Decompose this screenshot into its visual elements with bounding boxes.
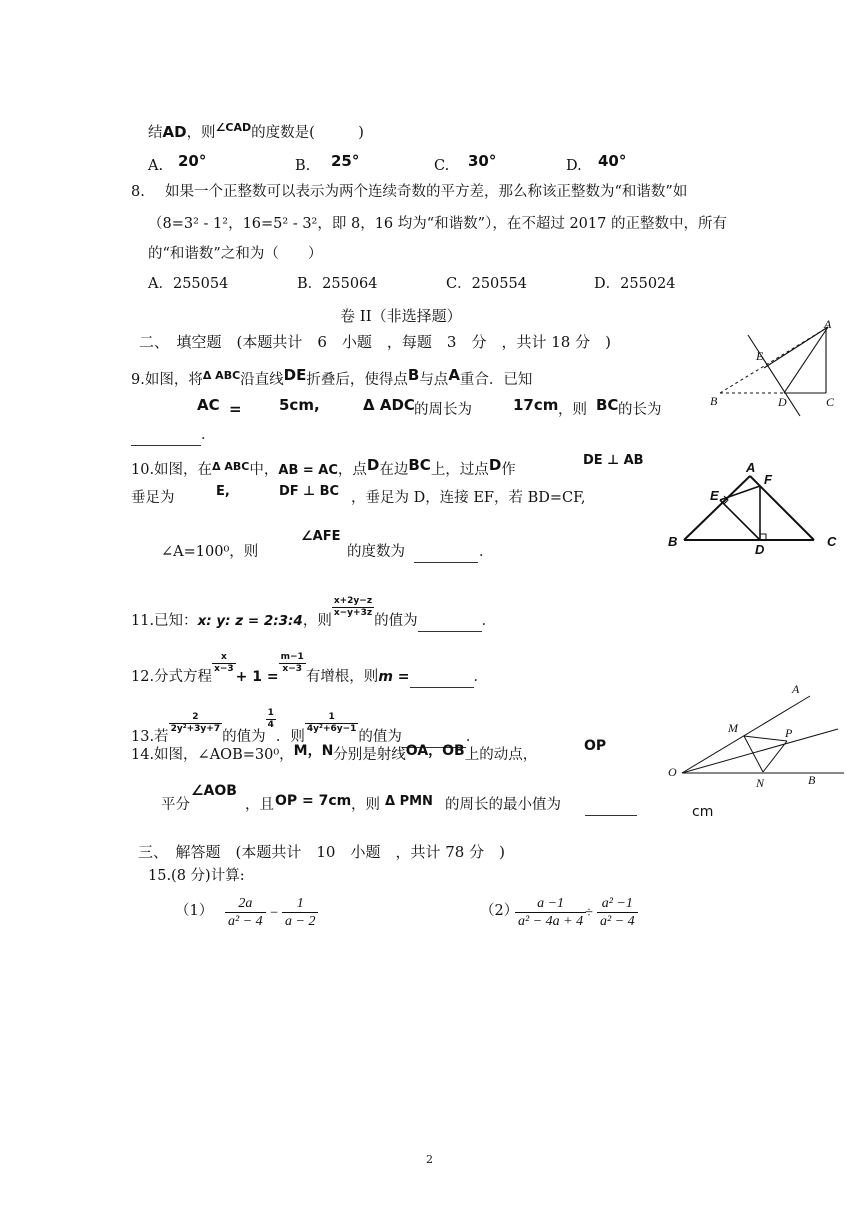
label-N: N	[756, 776, 765, 790]
q10-answer-blank[interactable]	[414, 542, 478, 563]
segment-DE	[720, 500, 760, 540]
figure-q10	[664, 458, 844, 554]
q8-option-a: A．255054	[148, 276, 229, 292]
page-number: 2	[426, 1153, 433, 1166]
label-B: B	[710, 394, 718, 408]
fold-line-DE	[748, 335, 800, 416]
segment-AB	[684, 476, 750, 540]
section2-heading: 二、 填空题 (本题共计 6 小题 ，每题 3 分 ，共计 18 分 )	[139, 333, 611, 351]
q8-number: 8.	[131, 184, 145, 200]
q8-line1: 如果一个正整数可以表示为两个连续奇数的平方差，那么称该正整数为“和谐数”如	[165, 184, 688, 200]
label-D: D	[755, 542, 765, 554]
q12: 12.分式方程 $\frac{x}{x-3}$ + 1 = $\frac{m-1}{x-3}$ 有增根，则m = ．	[131, 652, 488, 688]
q10-line1: 10.如图，在$^{\Delta ABC}$中，AB = AC，点D在边BC上，过点D作 DE ⊥ AB	[131, 453, 644, 478]
q10-line2: 垂足为 E, DF ⊥ BC ，垂足为 D，连接 EF，若 BD=CF,	[131, 484, 586, 506]
part2-title: 卷 II（非选择题）	[340, 307, 462, 325]
q14-answer-blank[interactable]	[585, 795, 637, 816]
q9-line1: 9.如图，将$^{\Delta ABC}$沿直线DE折叠后，使得点B与点A重合．已知	[131, 366, 533, 388]
label-B: B	[808, 773, 816, 787]
label-A: A	[824, 317, 832, 331]
segment-NM	[744, 736, 763, 772]
q7-option-b: B. 25°	[295, 152, 360, 174]
q13: 13.若 $\frac{2}{\text{2y²+3y+7}}$ 的值为 $\frac{1}{4}$ ．则 $\frac{1}{\text{4y²+6y−1}}$ 的值为 ．	[131, 708, 480, 748]
label-E: E	[710, 488, 719, 503]
q14-unit: cm	[692, 804, 714, 820]
q8-line3: 的“和谐数”之和为（ ）	[148, 246, 323, 262]
figure-q9	[706, 316, 854, 426]
q11: 11.已知：x: y: z = 2:3:4，则 $\frac{x+2y-z}{x-y+3z}$ 的值为 ．	[131, 596, 496, 632]
label-P: P	[785, 726, 793, 740]
q7-option-d: D. 40°	[566, 152, 627, 174]
label-B: B	[668, 534, 678, 549]
q9-answer-blank[interactable]: ．	[131, 425, 216, 446]
q8-option-b: B．255064	[297, 276, 378, 292]
q7-stem-tail: 结AD，则$^{\angle CAD}$的度数是( )	[148, 121, 364, 141]
label-C: C	[827, 534, 837, 549]
q11-answer-blank[interactable]	[418, 611, 482, 632]
q7-option-c: C. 30°	[434, 152, 497, 174]
label-A: A	[746, 460, 756, 475]
label-M: M	[728, 721, 738, 735]
label-F: F	[764, 472, 772, 487]
q8-line2: （8=3² - 1²，16=5² - 3²，即 8，16 均为“和谐数”），在不超过 2017 的正整数中，所有	[148, 216, 727, 232]
label-E: E	[756, 349, 764, 363]
label-C: C	[826, 395, 835, 409]
segment-MP	[744, 736, 787, 741]
q14-line1: 14.如图，∠AOB=30⁰，M，N分别是射线OA，OB上的动点， OP	[131, 738, 607, 763]
q8-option-c: C．250554	[446, 276, 527, 292]
segment-DA	[784, 327, 828, 393]
label-D: D	[778, 395, 787, 409]
segment-PN	[763, 741, 787, 772]
q8-option-d: D．255024	[594, 276, 676, 292]
label-O: O	[668, 765, 677, 779]
q15-title: 15.(8 分)计算:	[148, 868, 245, 884]
figure-q14	[664, 680, 850, 790]
q14-line2: 平分 ∠AOB ，且 OP = 7cm ，则 Δ PMN 的周长的最小值为	[161, 795, 190, 815]
q10-line3: ∠A=100⁰，则 ∠AFE 的度数为 ．	[161, 542, 258, 562]
segment-EA	[764, 327, 828, 368]
label-A: A	[792, 682, 800, 696]
q7-option-a: A. 20°	[148, 152, 207, 174]
q12-answer-blank[interactable]	[410, 667, 474, 688]
section3-heading: 三、 解答题 (本题共计 10 小题 ，共计 78 分 )	[138, 843, 505, 861]
